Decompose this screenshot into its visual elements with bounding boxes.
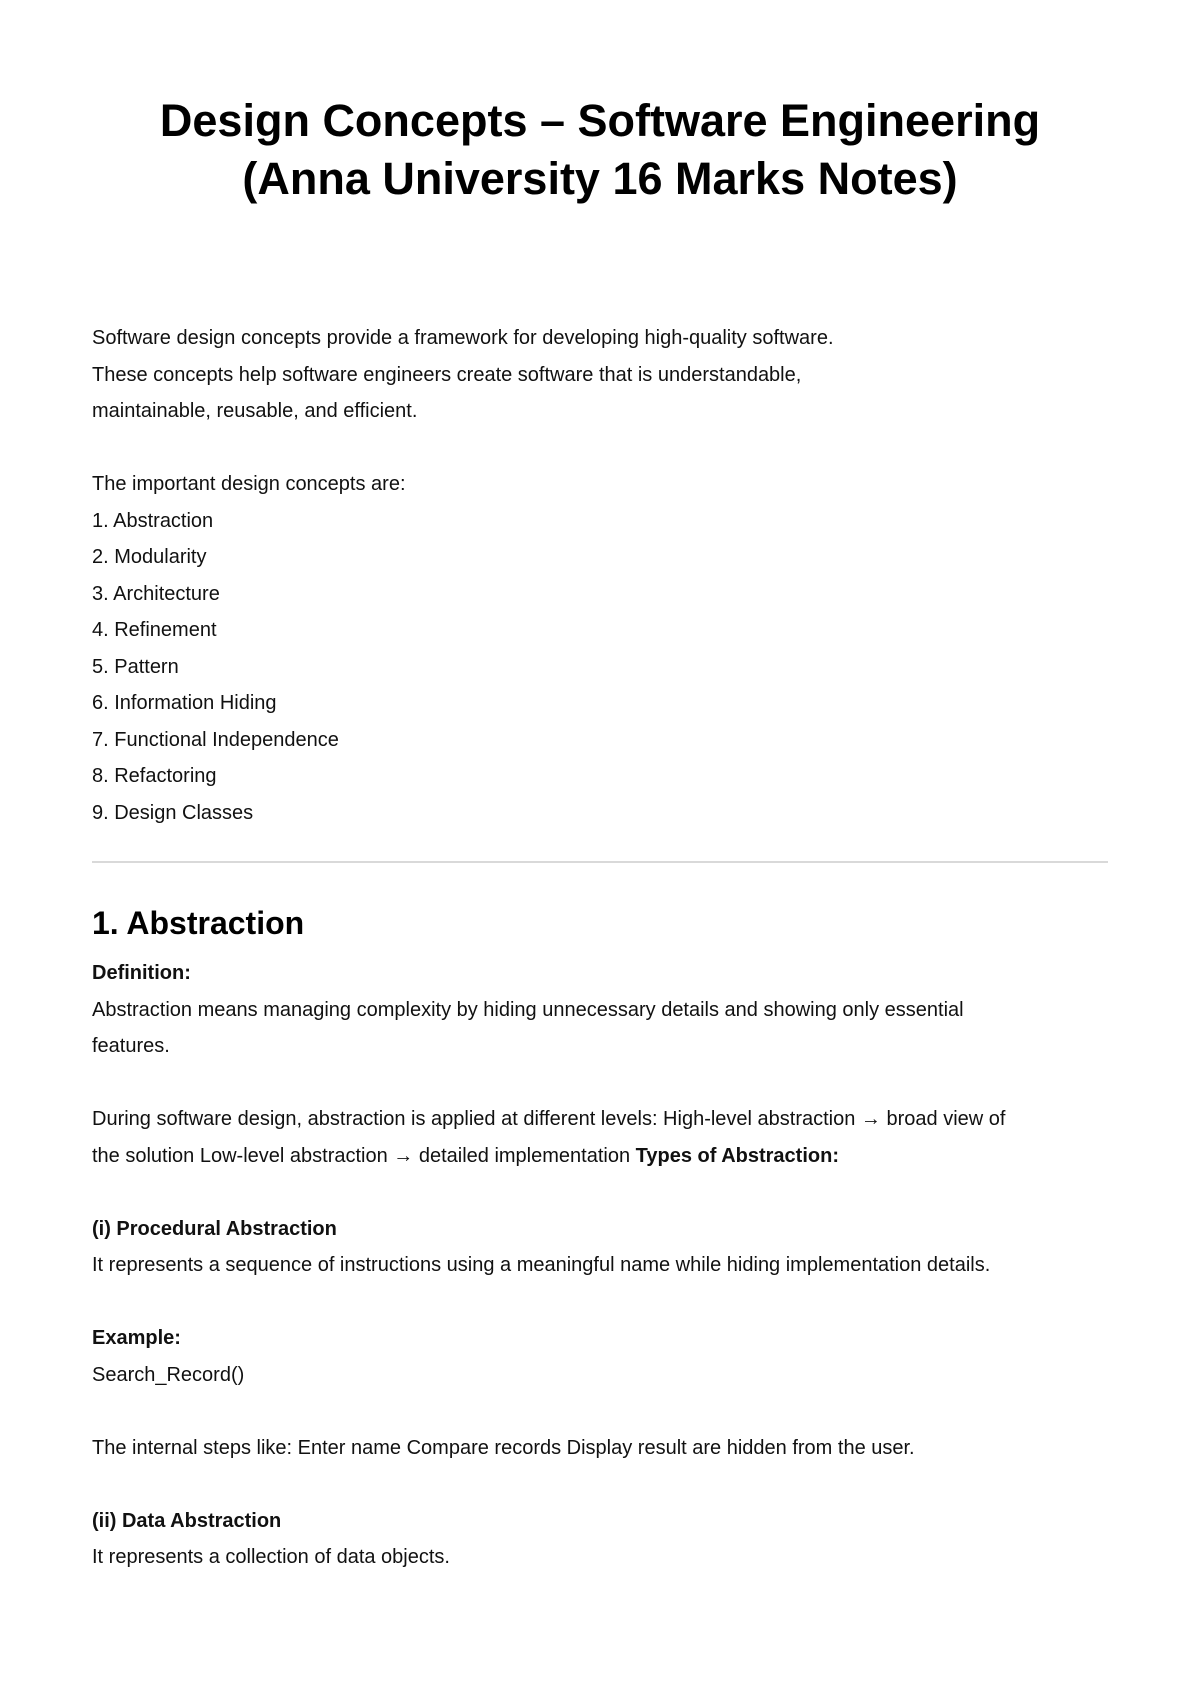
- levels-text: During software design, abstraction is applied at different levels: High-level abstraction → broad view of: [92, 1108, 1006, 1130]
- intro-line: These concepts help software engineers create software that is understandable,: [92, 363, 802, 386]
- types-label: Types of Abstraction:: [635, 1144, 839, 1167]
- internal-steps-text: The internal steps like: Enter name Compare records Display result are hidden from the user.: [92, 1436, 915, 1459]
- list-item: 5. Pattern: [92, 655, 179, 678]
- spacer: [92, 1466, 1108, 1503]
- document-title: Design Concepts – Software Engineering (Anna University 16 Marks Notes): [159, 95, 1041, 204]
- procedural-text: It represents a sequence of instructions using a meaningful name while hiding implementation details.: [92, 1254, 991, 1276]
- spacer: [92, 1284, 1108, 1321]
- definition-text: Abstraction means managing complexity by hiding unnecessary details and showing only essential: [92, 998, 964, 1021]
- levels-text-continued: [92, 1138, 1108, 1175]
- spacer: [92, 1065, 1108, 1102]
- list-item: 6. Information Hiding: [92, 692, 277, 714]
- intro-line: Software design concepts provide a framework for developing high-quality software.: [92, 327, 834, 349]
- example-label: Example:: [92, 1327, 181, 1349]
- example-code: Search_Record(): [92, 1363, 245, 1386]
- data-abstraction-text: It represents a collection of data objects.: [92, 1546, 450, 1568]
- definition-text: features.: [92, 1035, 170, 1057]
- procedural-heading: (i) Procedural Abstraction: [92, 1217, 337, 1240]
- section-divider: [92, 861, 1108, 863]
- concepts-intro: The important design concepts are:: [92, 473, 406, 495]
- concepts-list: [92, 503, 1108, 832]
- section-heading-abstraction: 1. Abstraction: [92, 905, 305, 941]
- list-item: 3. Architecture: [92, 582, 220, 605]
- list-item: 8. Refactoring: [92, 765, 217, 787]
- definition-label: Definition:: [92, 962, 191, 984]
- intro-paragraph: [92, 320, 1108, 430]
- list-item: 4. Refinement: [92, 619, 217, 641]
- spacer: [92, 1174, 1108, 1211]
- levels-text: the solution Low-level abstraction → detailed implementation: [92, 1144, 631, 1167]
- list-item: 7. Functional Independence: [92, 728, 339, 751]
- intro-line: maintainable, reusable, and efficient.: [92, 400, 418, 422]
- spacer: [92, 1393, 1108, 1430]
- list-item: 1. Abstraction: [92, 509, 214, 532]
- list-item: 9. Design Classes: [92, 801, 254, 824]
- spacer: [92, 430, 1108, 467]
- data-abstraction-heading: (ii) Data Abstraction: [92, 1509, 282, 1532]
- list-item: 2. Modularity: [92, 546, 207, 568]
